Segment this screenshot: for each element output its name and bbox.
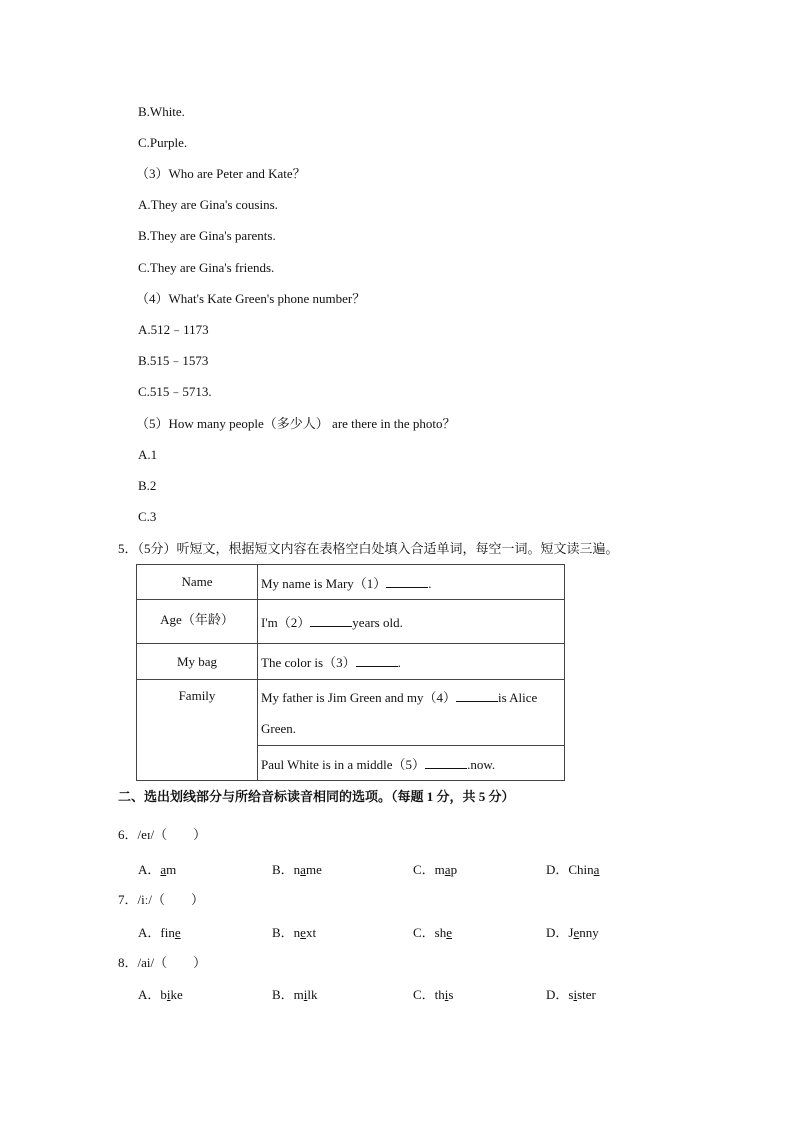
q6-c-pre: C．m [413, 862, 445, 877]
q8-d-post: ster [577, 987, 596, 1002]
q7-b-pre: B．n [272, 925, 301, 940]
subquestion-4-option-c: C.515﹣5713. [138, 384, 212, 399]
question-8-stem: 8．/ai/（ ） [118, 955, 207, 970]
subquestion-4-stem: （4）What's Kate Green's phone number？ [136, 291, 366, 306]
q6-d-pre: D．Chin [546, 862, 594, 877]
q8-option-a[interactable] [138, 987, 183, 1003]
q8-option-d[interactable] [546, 987, 596, 1003]
fill-in-table [136, 564, 565, 781]
q8-a-pre: A．b [138, 987, 167, 1002]
subquestion-3-option-a: A.They are Gina's cousins. [138, 197, 278, 212]
age-end: years old. [352, 615, 403, 630]
q7-a-underlined: e [174, 925, 181, 940]
subquestion-3-option-b: B.They are Gina's parents. [138, 228, 276, 243]
question-7-stem: 7．/iː/（ ） [118, 892, 204, 907]
blank-2[interactable] [310, 614, 352, 627]
name-cell [258, 565, 565, 600]
table-row [137, 565, 565, 600]
q8-a-underlined: i [166, 987, 171, 1002]
q8-b-post: lk [307, 987, 318, 1002]
name-label: Name [137, 565, 258, 600]
q6-c-underlined: a [444, 862, 451, 877]
q7-b-post: xt [305, 925, 317, 940]
q6-d-underlined: a [593, 862, 600, 877]
subquestion-5-stem: （5）How many people（多少人） are there in the photo？ [136, 416, 456, 431]
q6-b-post: me [305, 862, 322, 877]
section-2-title: 二、选出划线部分与所给音标读音相同的选项。（每题 1 分，共 5 分） [118, 789, 515, 804]
name-end: . [428, 575, 432, 591]
q6-a-pre: A． [138, 862, 161, 877]
family-text-2: Paul White is in a middle（5） [261, 756, 426, 772]
table-row [137, 600, 565, 644]
option-c-purple: C.Purple. [138, 135, 188, 150]
subquestion-4-option-b: B.515﹣1573 [138, 353, 209, 368]
name-text: My name is Mary（1） [261, 575, 387, 591]
q6-option-d[interactable] [546, 862, 599, 878]
q8-c-underlined: i [444, 987, 449, 1002]
age-cell [258, 600, 565, 644]
q8-d-pre: D．s [546, 987, 574, 1002]
q6-a-post: m [166, 862, 177, 877]
q7-option-d[interactable] [546, 925, 599, 941]
family-end-2: .now. [467, 756, 496, 772]
q7-option-a[interactable] [138, 925, 181, 941]
question-6-stem: 6．/eɪ/（ ） [118, 827, 207, 842]
q7-option-b[interactable] [272, 925, 316, 941]
bag-cell [258, 644, 565, 680]
table-row [137, 680, 565, 746]
question-5-stem: 5．（5分）听短文，根据短文内容在表格空白处填入合适单词，每空一词。短文读三遍。 [118, 541, 619, 556]
q7-d-underlined: e [573, 925, 580, 940]
blank-3[interactable] [356, 654, 398, 667]
q6-a-underlined: a [160, 862, 167, 877]
table-row [137, 644, 565, 680]
subquestion-5-option-c: C.3 [138, 509, 157, 524]
q7-c-underlined: e [446, 925, 453, 940]
bag-label: My bag [137, 644, 258, 680]
family-text-1b: Green. [261, 720, 297, 736]
q8-a-post: ke [170, 987, 183, 1002]
subquestion-5-option-a: A.1 [138, 447, 158, 462]
q6-option-a[interactable] [138, 862, 176, 878]
q7-option-c[interactable] [413, 925, 452, 941]
q6-b-pre: B．n [272, 862, 301, 877]
family-label: Family [137, 680, 258, 781]
blank-1[interactable] [386, 575, 428, 588]
q8-d-underlined: i [573, 987, 578, 1002]
family-cell-2 [258, 746, 565, 781]
subquestion-3-option-c: C.They are Gina's friends. [138, 260, 275, 275]
subquestion-5-option-b: B.2 [138, 478, 157, 493]
q8-b-underlined: i [303, 987, 308, 1002]
q7-b-underlined: e [300, 925, 306, 940]
q8-c-post: s [448, 987, 454, 1002]
q7-c-pre: C．sh [413, 925, 447, 940]
q6-c-post: p [450, 862, 458, 877]
subquestion-4-option-a: A.512﹣1173 [138, 322, 209, 337]
q7-a-pre: A．fin [138, 925, 175, 940]
q8-b-pre: B．m [272, 987, 304, 1002]
bag-text: The color is（3） [261, 655, 356, 670]
q6-option-b[interactable] [272, 862, 322, 878]
family-cell-1 [258, 680, 565, 746]
option-b-white: B.White. [138, 104, 185, 119]
family-text-1: My father is Jim Green and my（4） [261, 689, 456, 705]
bag-end: . [397, 655, 401, 670]
q8-option-c[interactable] [413, 987, 453, 1003]
blank-5[interactable] [425, 756, 467, 769]
subquestion-3-stem: （3）Who are Peter and Kate？ [136, 166, 306, 181]
q6-b-underlined: a [300, 862, 306, 877]
q6-option-c[interactable] [413, 862, 457, 878]
q7-d-pre: D．J [546, 925, 574, 940]
age-text: I'm（2） [261, 615, 311, 630]
age-label: Age（年龄） [137, 600, 258, 644]
blank-4[interactable] [456, 689, 498, 702]
q7-d-post: nny [579, 925, 599, 940]
family-end-1: is Alice [497, 689, 538, 705]
q8-option-b[interactable] [272, 987, 318, 1003]
q8-c-pre: C．th [413, 987, 445, 1002]
